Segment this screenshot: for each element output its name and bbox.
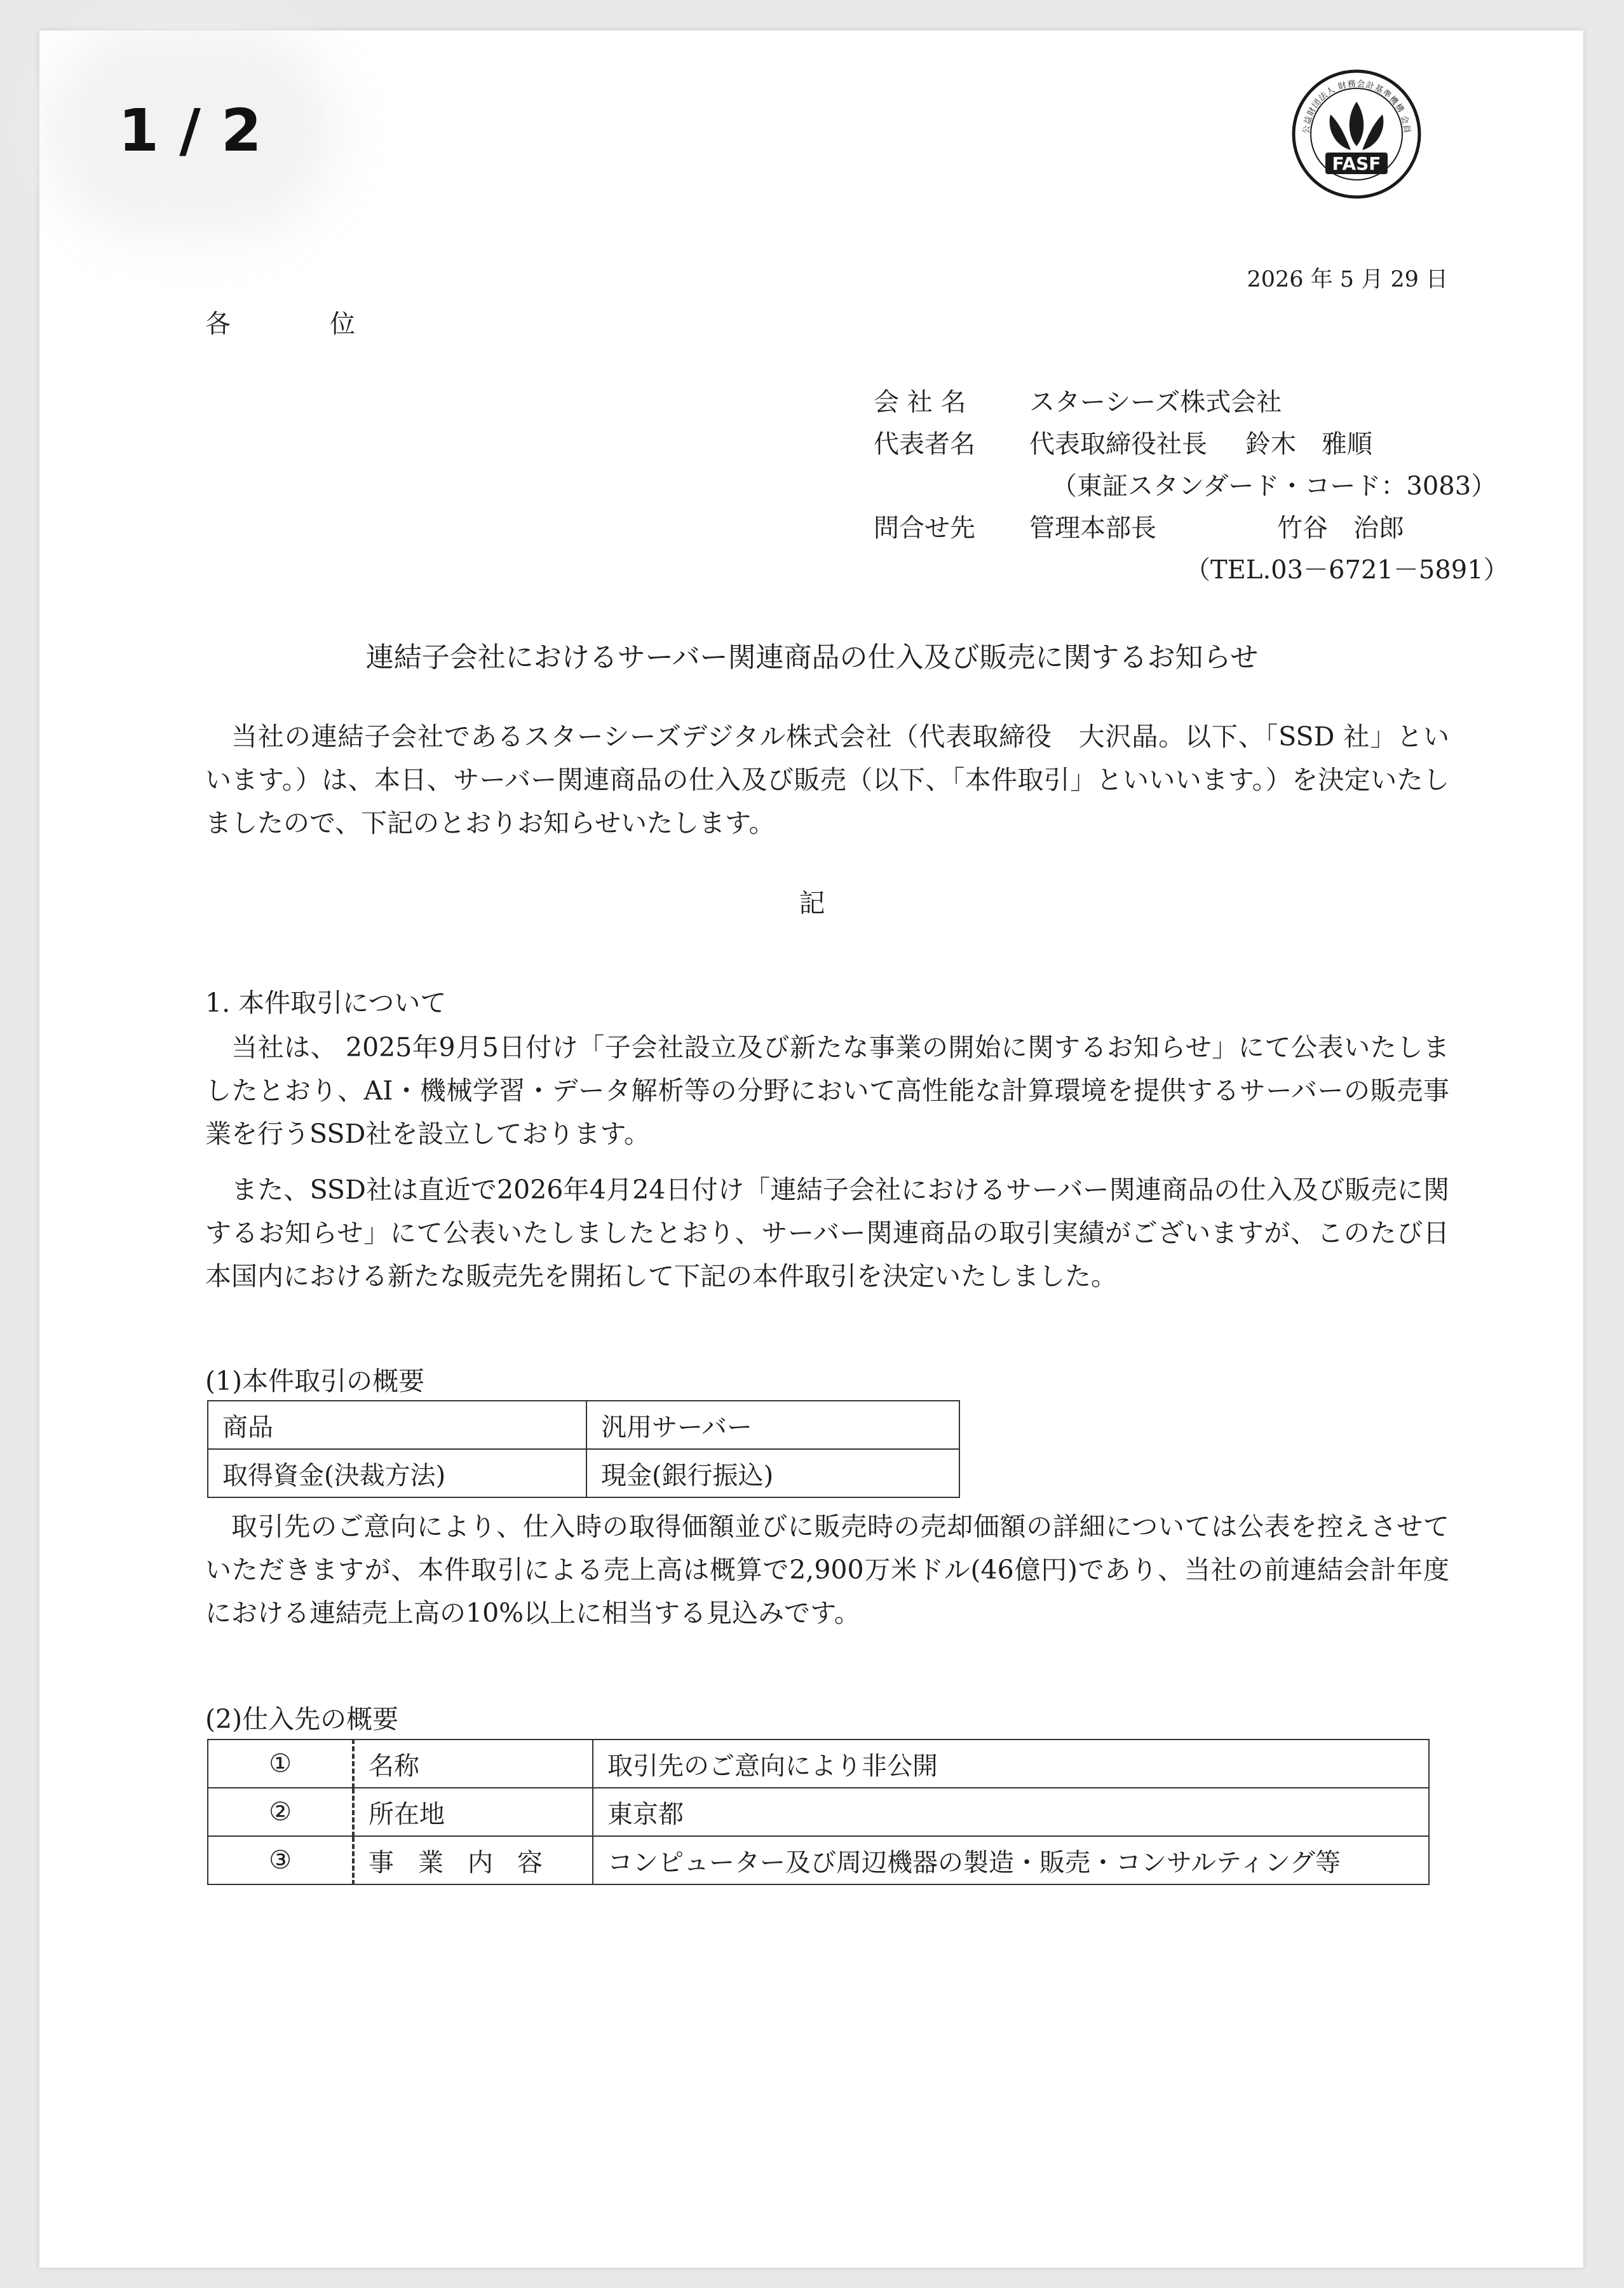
contact-row — [874, 507, 1509, 549]
company-info — [874, 381, 1509, 591]
table-row — [208, 1449, 959, 1497]
representative-row — [874, 423, 1509, 465]
table-cell-value: 現金(銀行振込) — [586, 1449, 959, 1497]
contact-title: 管理本部長 — [1029, 514, 1156, 543]
fasf-logo — [1291, 69, 1422, 200]
section-heading: 1. 本件取引について — [205, 988, 447, 1018]
table-row — [208, 1401, 959, 1449]
table-cell-label: 名称 — [353, 1740, 593, 1788]
table-row — [208, 1740, 1429, 1788]
listing-row — [874, 465, 1509, 507]
contact-tel: （TEL.03－6721－5891） — [1185, 555, 1509, 585]
logo-ring-text: 公益財団法人 財務会計基準機構 会員 — [1301, 79, 1412, 135]
table-cell-label: 取得資金(決裁方法) — [208, 1449, 586, 1497]
representative-label: 代表者名 — [874, 430, 975, 459]
representative-name: 鈴木 雅順 — [1245, 430, 1372, 459]
intro-paragraph: 当社の連結子会社であるスターシーズデジタル株式会社（代表取締役 大沢晶。以下、「SSD 社」といいます。）は、本日、サーバー関連商品の仕入及び販売（以下、「本件取引」といいいます。）を決定いたしましたので、下記のとおりお知らせいたします。 — [205, 721, 1449, 838]
table-row — [208, 1788, 1429, 1836]
document-date: 2026 年 5 月 29 日 — [1247, 267, 1448, 292]
overview-heading: (1)本件取引の概要 — [205, 1366, 425, 1396]
table-row — [208, 1836, 1429, 1884]
tel-row — [874, 549, 1509, 591]
logo-text: FASF — [1332, 153, 1381, 174]
row-number: ① — [208, 1740, 353, 1788]
listing-code: （東証スタンダード・コード：3083） — [1052, 472, 1497, 501]
section-paragraph: また、SSD社は直近で2026年4月24日付け「連結子会社におけるサーバー関連商品の仕入及び販売に関するお知らせ」にて公表いたしましたとおり、サーバー関連商品の取引実績がございますが、このたび日本国内における新たな販売先を開拓して下記の本件取引を決定いたしました。 — [205, 1175, 1449, 1291]
table-cell-value: 東京都 — [593, 1788, 1429, 1836]
table-cell-label: 所在地 — [353, 1788, 593, 1836]
supplier-heading: (2)仕入先の概要 — [205, 1704, 399, 1734]
company-name-label: 会 社 名 — [874, 388, 966, 417]
table-cell-value: 取引先のご意向により非公開 — [593, 1740, 1429, 1788]
center-mark: 記 — [799, 888, 825, 918]
overview-table — [207, 1400, 960, 1498]
overview-note: 取引先のご意向により、仕入時の取得価額並びに販売時の売却価額の詳細については公表を控えさせていただきますが、本件取引による売上高は概算で2,900万米ドル(46億円)であり、当社の前連結会計年度における連結売上高の10%以上に相当する見込みです。 — [205, 1511, 1449, 1628]
company-name-row — [874, 381, 1509, 423]
document-title: 連結子会社におけるサーバー関連商品の仕入及び販売に関するお知らせ — [365, 641, 1259, 674]
row-number: ② — [208, 1788, 353, 1836]
table-cell-value: 汎用サーバー — [586, 1401, 959, 1449]
table-cell-label: 商品 — [208, 1401, 586, 1449]
section-paragraph: 当社は、 2025年9月5日付け「子会社設立及び新たな事業の開始に関するお知らせ」にて公表いたしましたとおり、AI・機械学習・データ解析等の分野において高性能な計算環境を提供するサーバーの販売事業を行うSSD社を設立しております。 — [205, 1032, 1449, 1149]
contact-label: 問合せ先 — [874, 514, 975, 543]
contact-name: 竹谷 治郎 — [1277, 514, 1404, 543]
recipient: 各 位 — [205, 310, 392, 339]
supplier-table — [207, 1739, 1430, 1885]
table-cell-value: コンピューター及び周辺機器の製造・販売・コンサルティング等 — [593, 1836, 1429, 1884]
page-indicator: 1 / 2 — [83, 64, 297, 197]
table-cell-label: 事業内容 — [353, 1836, 593, 1884]
representative-title: 代表取締役社長 — [1029, 430, 1207, 459]
company-name: スターシーズ株式会社 — [1029, 388, 1282, 417]
row-number: ③ — [208, 1836, 353, 1884]
